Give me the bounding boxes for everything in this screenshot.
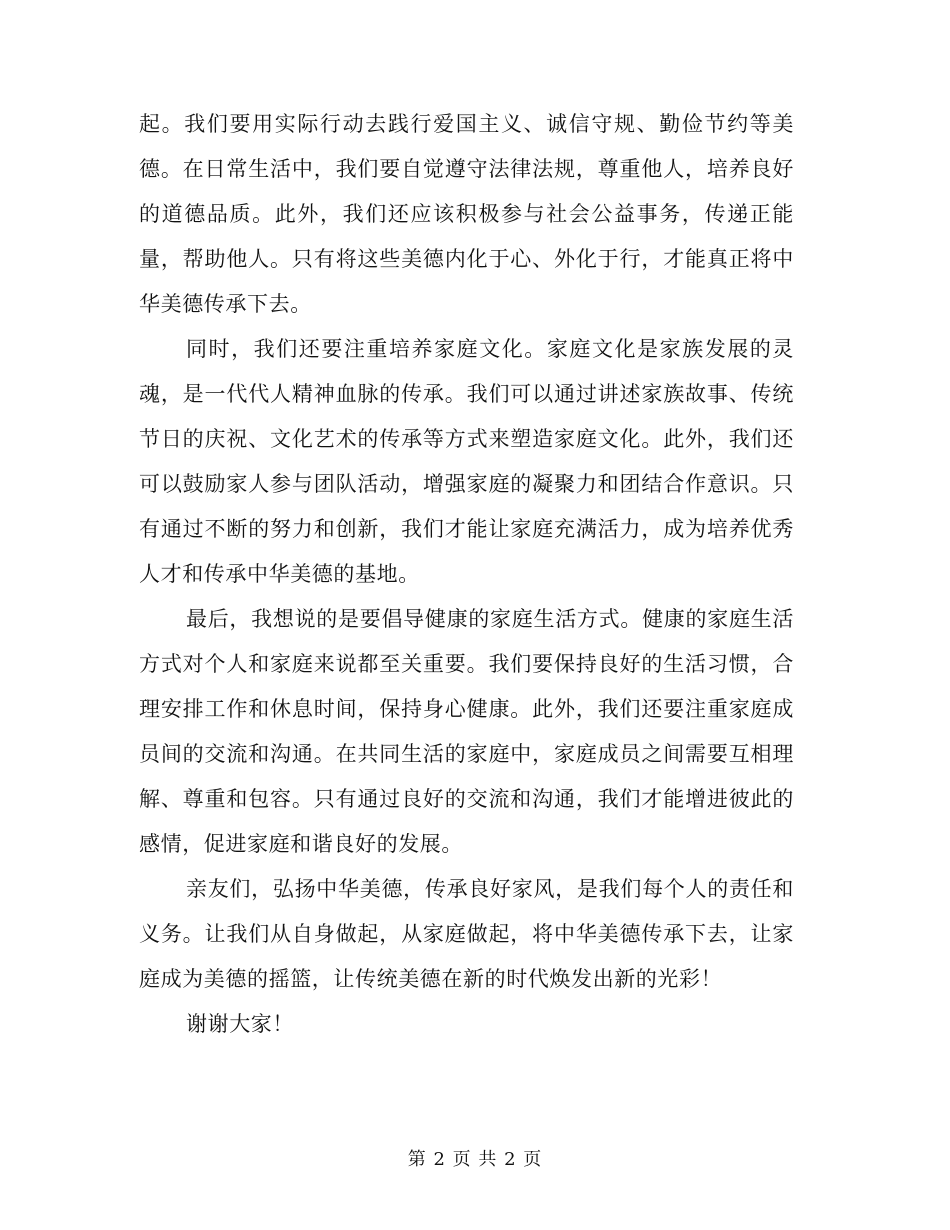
paragraph-4: 亲友们，弘扬中华美德，传承良好家风，是我们每个人的责任和义务。让我们从自身做起，从家庭做起，将中华美德传承下去，让家庭成为美德的摇篮，让传统美德在新的时代焕发出新的光彩！ (139, 877, 794, 991)
paragraph-closing: 谢谢大家！ (186, 1012, 294, 1036)
paragraph-3: 最后，我想说的是要倡导健康的家庭生活方式。健康的家庭生活方式对个人和家庭来说都至关重要。我们要保持良好的生活习惯，合理安排工作和休息时间，保持身心健康。此外，我们还要注重家庭成员间的交流和沟通。在共同生活的家庭中，家庭成员之间需要互相理解、尊重和包容。只有通过良好的交流和沟通，我们才能增进彼此的感情，促进家庭和谐良好的发展。 (139, 607, 794, 856)
paragraph-1: 起。我们要用实际行动去践行爱国主义、诚信守规、勤俭节约等美德。在日常生活中，我们要自觉遵守法律法规，尊重他人，培养良好的道德品质。此外，我们还应该积极参与社会公益事务，传递正能量，帮助他人。只有将这些美德内化于心、外化于行，才能真正将中华美德传承下去。 (139, 112, 794, 316)
document-body (139, 102, 794, 1047)
page-number-footer: 第 2 页 共 2 页 (407, 1149, 543, 1170)
paragraph-2: 同时，我们还要注重培养家庭文化。家庭文化是家族发展的灵魂，是一代代人精神血脉的传承。我们可以通过讲述家族故事、传统节日的庆祝、文化艺术的传承等方式来塑造家庭文化。此外，我们还可以鼓励家人参与团队活动，增强家庭的凝聚力和团结合作意识。只有通过不断的努力和创新，我们才能让家庭充满活力，成为培养优秀人才和传承中华美德的基地。 (139, 337, 794, 586)
